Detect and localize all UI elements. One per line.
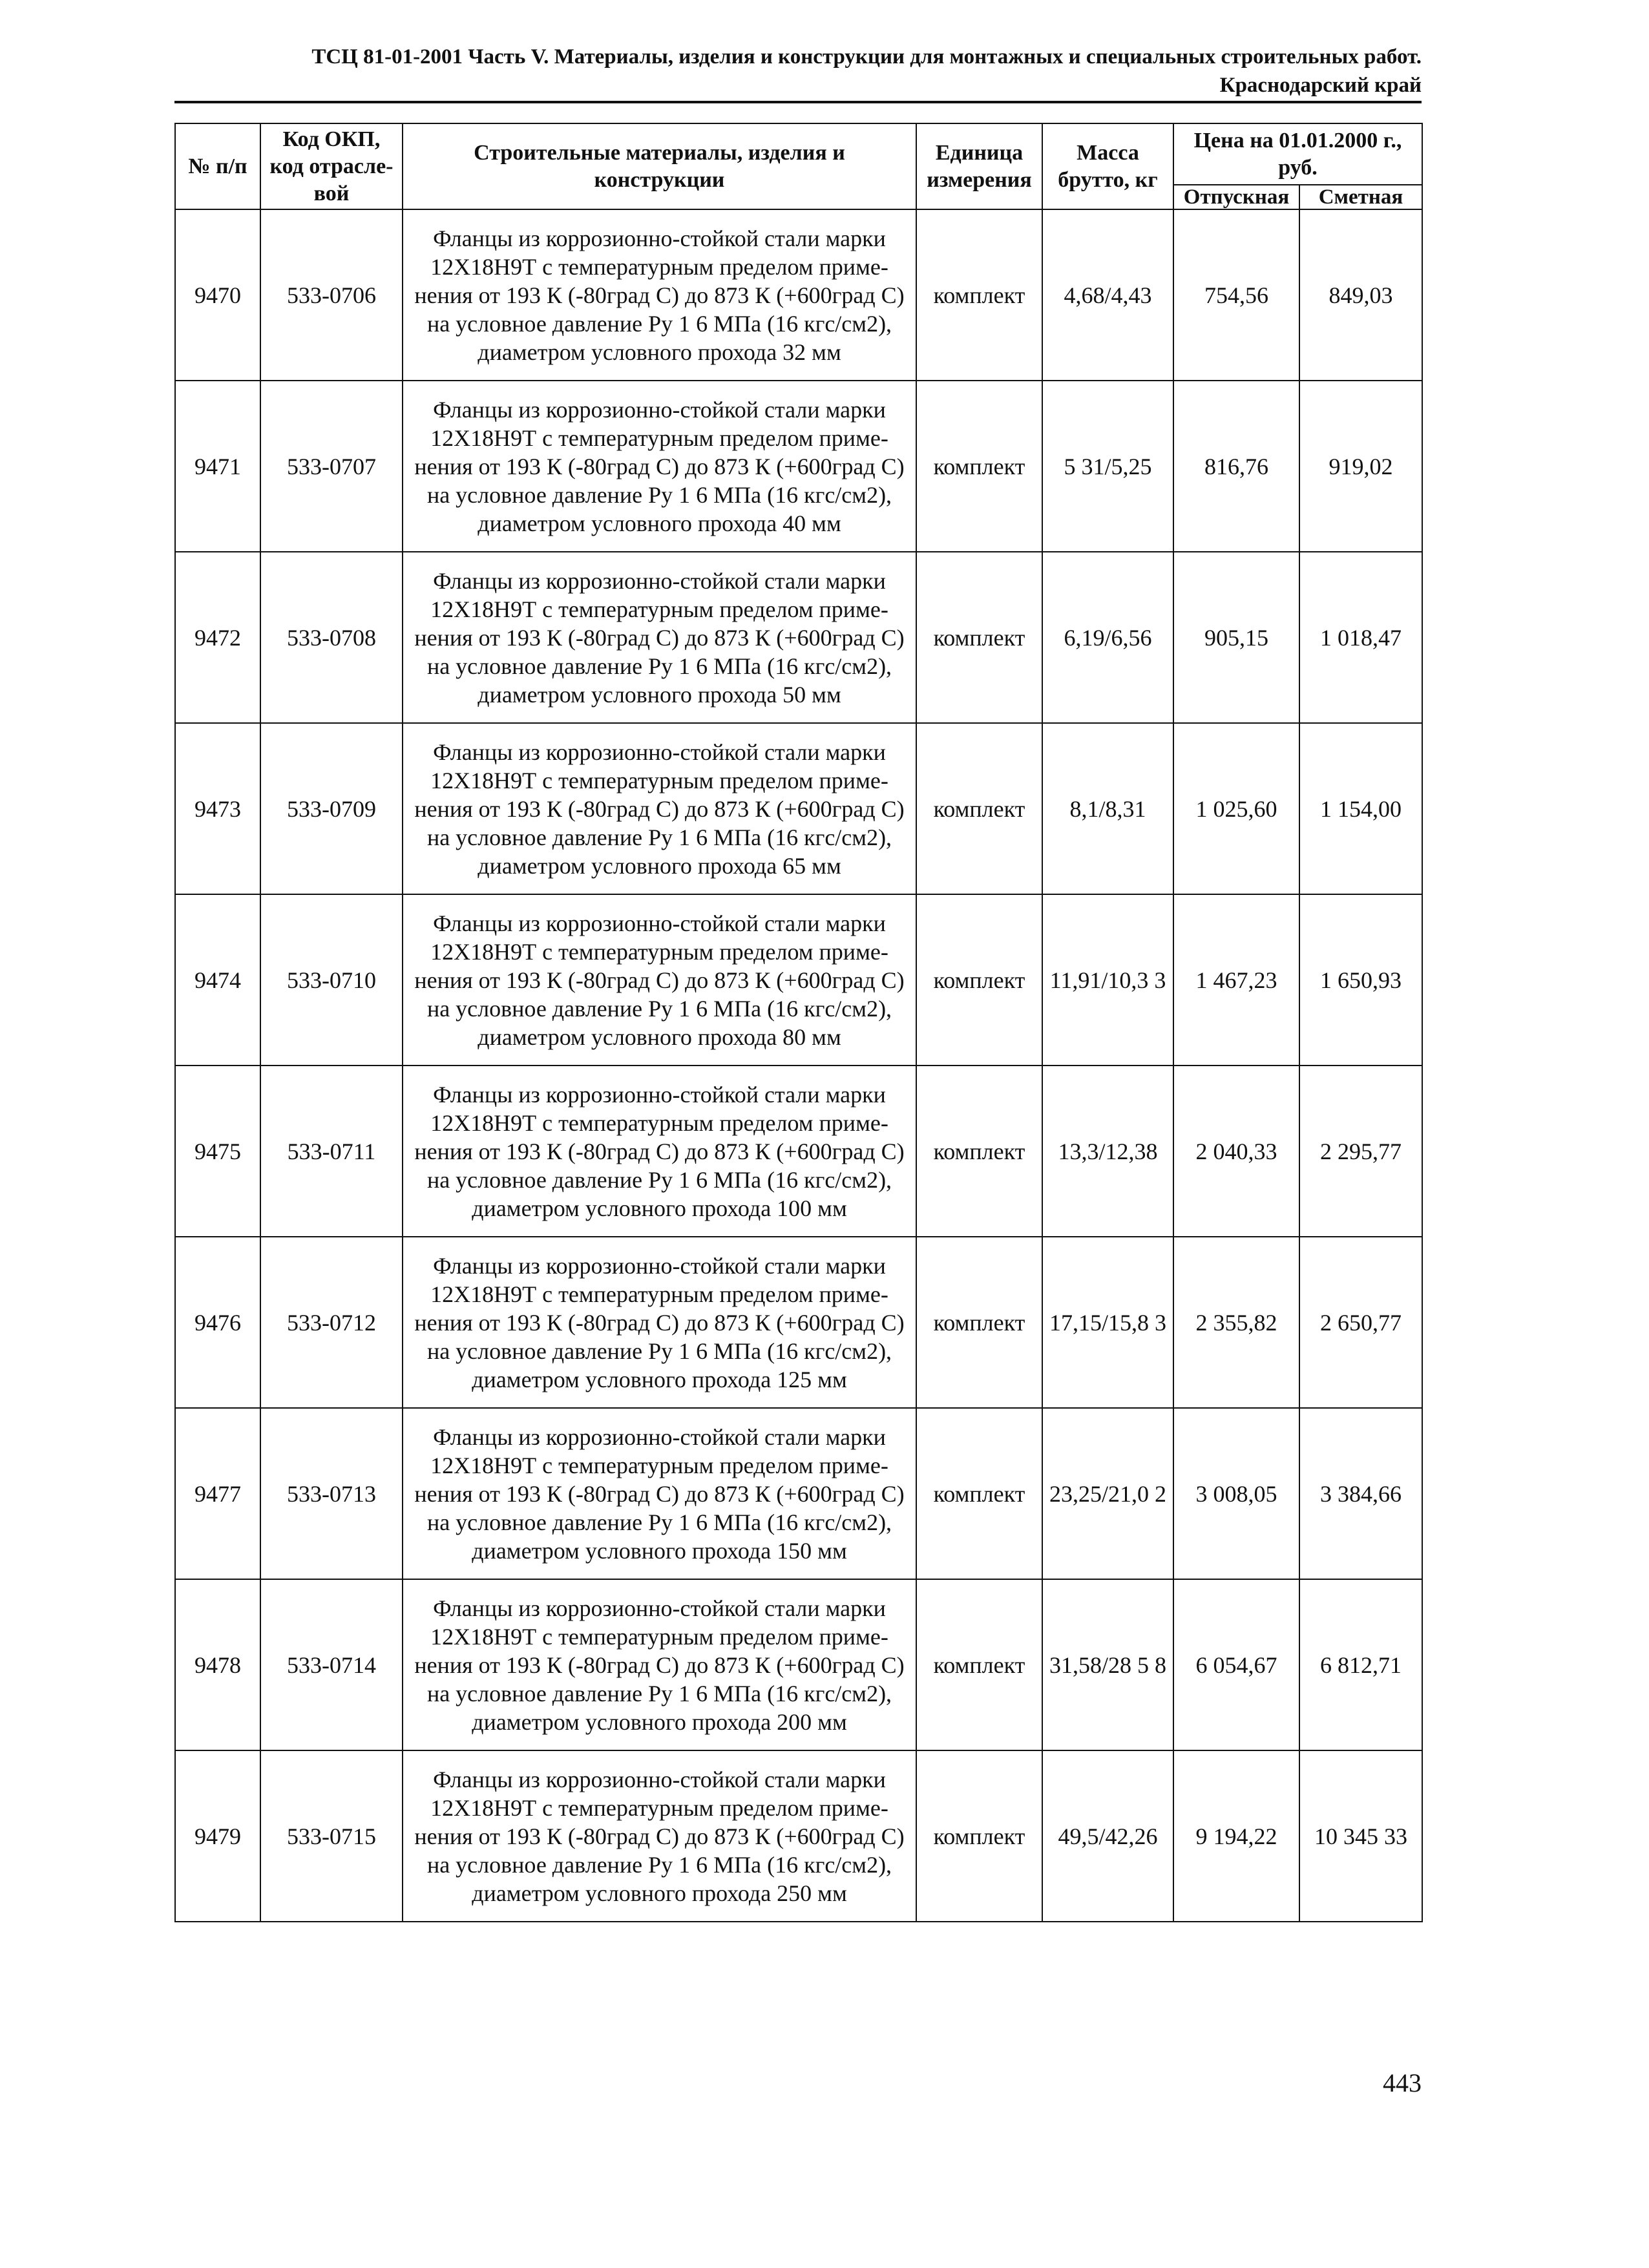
cell-price-release: 9 194,22 (1173, 1750, 1299, 1922)
table-row (175, 1750, 1422, 1922)
table-row (175, 1066, 1422, 1237)
cell-unit: комплект (916, 209, 1042, 381)
cell-price-estimate: 2 295,77 (1299, 1066, 1422, 1237)
cell-mass: 13,3/12,38 (1042, 1066, 1173, 1237)
cell-num: 9474 (175, 894, 260, 1066)
cell-unit: комплект (916, 1750, 1042, 1922)
cell-num: 9478 (175, 1579, 260, 1750)
cell-price-release: 905,15 (1173, 552, 1299, 723)
header-title: ТСЦ 81-01-2001 Часть V. Материалы, изделия и конструкции для монтажных и специальных строительных работ. (311, 45, 1422, 68)
cell-price-release: 3 008,05 (1173, 1408, 1299, 1579)
table-row (175, 723, 1422, 894)
cell-unit: комплект (916, 1579, 1042, 1750)
cell-description: Фланцы из коррозионно-стойкой стали марки 12Х18Н9Т с температурным пределом приме-нения от 193 К (-80град С) до 873 К (+600град С) на условное давление Ру 1 6 МПа (16 кгс/см2), диаметром условного прохода 40 мм (403, 381, 916, 552)
cell-price-release: 816,76 (1173, 381, 1299, 552)
cell-price-release: 2 355,82 (1173, 1237, 1299, 1408)
table-header-row (175, 123, 1422, 185)
cell-price-estimate: 849,03 (1299, 209, 1422, 381)
cell-code: 533-0707 (260, 381, 403, 552)
cell-price-release: 2 040,33 (1173, 1066, 1299, 1237)
cell-description: Фланцы из коррозионно-стойкой стали марки 12Х18Н9Т с температурным пределом приме-нения от 193 К (-80град С) до 873 К (+600град С) на условное давление Ру 1 6 МПа (16 кгс/см2), диаметром условного прохода 80 мм (403, 894, 916, 1066)
cell-num: 9479 (175, 1750, 260, 1922)
price-table (174, 123, 1423, 1922)
cell-description: Фланцы из коррозионно-стойкой стали марки 12Х18Н9Т с температурным пределом приме-нения от 193 К (-80град С) до 873 К (+600град С) на условное давление Ру 1 6 МПа (16 кгс/см2), диаметром условного прохода 100 мм (403, 1066, 916, 1237)
cell-unit: комплект (916, 1066, 1042, 1237)
cell-price-estimate: 1 154,00 (1299, 723, 1422, 894)
cell-code: 533-0709 (260, 723, 403, 894)
col-header-mass: Масса брутто, кг (1042, 123, 1173, 209)
cell-price-estimate: 1 650,93 (1299, 894, 1422, 1066)
cell-description: Фланцы из коррозионно-стойкой стали марки 12Х18Н9Т с температурным пределом приме-нения от 193 К (-80град С) до 873 К (+600град С) на условное давление Ру 1 6 МПа (16 кгс/см2), диаметром условного прохода 250 мм (403, 1750, 916, 1922)
cell-unit: комплект (916, 1408, 1042, 1579)
cell-mass: 6,19/6,56 (1042, 552, 1173, 723)
cell-mass: 11,91/10,3 3 (1042, 894, 1173, 1066)
cell-num: 9477 (175, 1408, 260, 1579)
cell-mass: 17,15/15,8 3 (1042, 1237, 1173, 1408)
cell-price-estimate: 10 345 33 (1299, 1750, 1422, 1922)
cell-description: Фланцы из коррозионно-стойкой стали марки 12Х18Н9Т с температурным пределом приме-нения от 193 К (-80град С) до 873 К (+600град С) на условное давление Ру 1 6 МПа (16 кгс/см2), диаметром условного прохода 32 мм (403, 209, 916, 381)
cell-code: 533-0714 (260, 1579, 403, 1750)
table-row (175, 552, 1422, 723)
cell-code: 533-0713 (260, 1408, 403, 1579)
cell-price-release: 1 025,60 (1173, 723, 1299, 894)
cell-description: Фланцы из коррозионно-стойкой стали марки 12Х18Н9Т с температурным пределом приме-нения от 193 К (-80град С) до 873 К (+600град С) на условное давление Ру 1 6 МПа (16 кгс/см2), диаметром условного прохода 50 мм (403, 552, 916, 723)
cell-mass: 4,68/4,43 (1042, 209, 1173, 381)
cell-code: 533-0715 (260, 1750, 403, 1922)
cell-unit: комплект (916, 552, 1042, 723)
cell-description: Фланцы из коррозионно-стойкой стали марки 12Х18Н9Т с температурным пределом приме-нения от 193 К (-80град С) до 873 К (+600град С) на условное давление Ру 1 6 МПа (16 кгс/см2), диаметром условного прохода 125 мм (403, 1237, 916, 1408)
cell-mass: 8,1/8,31 (1042, 723, 1173, 894)
table-row (175, 1579, 1422, 1750)
cell-code: 533-0712 (260, 1237, 403, 1408)
table-row (175, 1408, 1422, 1579)
cell-code: 533-0708 (260, 552, 403, 723)
cell-price-estimate: 3 384,66 (1299, 1408, 1422, 1579)
cell-price-estimate: 2 650,77 (1299, 1237, 1422, 1408)
cell-unit: комплект (916, 723, 1042, 894)
cell-num: 9472 (175, 552, 260, 723)
cell-unit: комплект (916, 381, 1042, 552)
cell-num: 9475 (175, 1066, 260, 1237)
cell-price-release: 1 467,23 (1173, 894, 1299, 1066)
col-header-price-estimate: Сметная (1299, 185, 1422, 209)
cell-num: 9471 (175, 381, 260, 552)
header-region: Краснодарский край (1219, 74, 1422, 97)
col-header-num: № п/п (175, 123, 260, 209)
cell-mass: 23,25/21,0 2 (1042, 1408, 1173, 1579)
cell-num: 9470 (175, 209, 260, 381)
table-row (175, 209, 1422, 381)
cell-mass: 49,5/42,26 (1042, 1750, 1173, 1922)
cell-description: Фланцы из коррозионно-стойкой стали марки 12Х18Н9Т с температурным пределом приме-нения от 193 К (-80град С) до 873 К (+600град С) на условное давление Ру 1 6 МПа (16 кгс/см2), диаметром условного прохода 200 мм (403, 1579, 916, 1750)
cell-mass: 5 31/5,25 (1042, 381, 1173, 552)
table-row (175, 1237, 1422, 1408)
cell-unit: комплект (916, 1237, 1042, 1408)
page-number: 443 (1383, 2068, 1422, 2097)
cell-price-release: 6 054,67 (1173, 1579, 1299, 1750)
cell-description: Фланцы из коррозионно-стойкой стали марки 12Х18Н9Т с температурным пределом приме-нения от 193 К (-80град С) до 873 К (+600град С) на условное давление Ру 1 6 МПа (16 кгс/см2), диаметром условного прохода 65 мм (403, 723, 916, 894)
cell-code: 533-0711 (260, 1066, 403, 1237)
table-row (175, 894, 1422, 1066)
col-header-price-release: Отпускная (1173, 185, 1299, 209)
col-header-price-group: Цена на 01.01.2000 г., руб. (1173, 123, 1422, 185)
col-header-name: Строительные материалы, изделия и конструкции (403, 123, 916, 209)
cell-num: 9476 (175, 1237, 260, 1408)
table-body (175, 209, 1422, 1922)
cell-price-estimate: 919,02 (1299, 381, 1422, 552)
cell-description: Фланцы из коррозионно-стойкой стали марки 12Х18Н9Т с температурным пределом приме-нения от 193 К (-80град С) до 873 К (+600град С) на условное давление Ру 1 6 МПа (16 кгс/см2), диаметром условного прохода 150 мм (403, 1408, 916, 1579)
cell-code: 533-0706 (260, 209, 403, 381)
cell-num: 9473 (175, 723, 260, 894)
col-header-code: Код ОКП, код отрасле-вой (260, 123, 403, 209)
table-row (175, 381, 1422, 552)
cell-mass: 31,58/28 5 8 (1042, 1579, 1173, 1750)
cell-unit: комплект (916, 894, 1042, 1066)
cell-price-estimate: 1 018,47 (1299, 552, 1422, 723)
col-header-unit: Единица измерения (916, 123, 1042, 209)
header-divider (174, 101, 1422, 103)
cell-price-estimate: 6 812,71 (1299, 1579, 1422, 1750)
cell-code: 533-0710 (260, 894, 403, 1066)
page-header (174, 43, 1422, 100)
cell-price-release: 754,56 (1173, 209, 1299, 381)
